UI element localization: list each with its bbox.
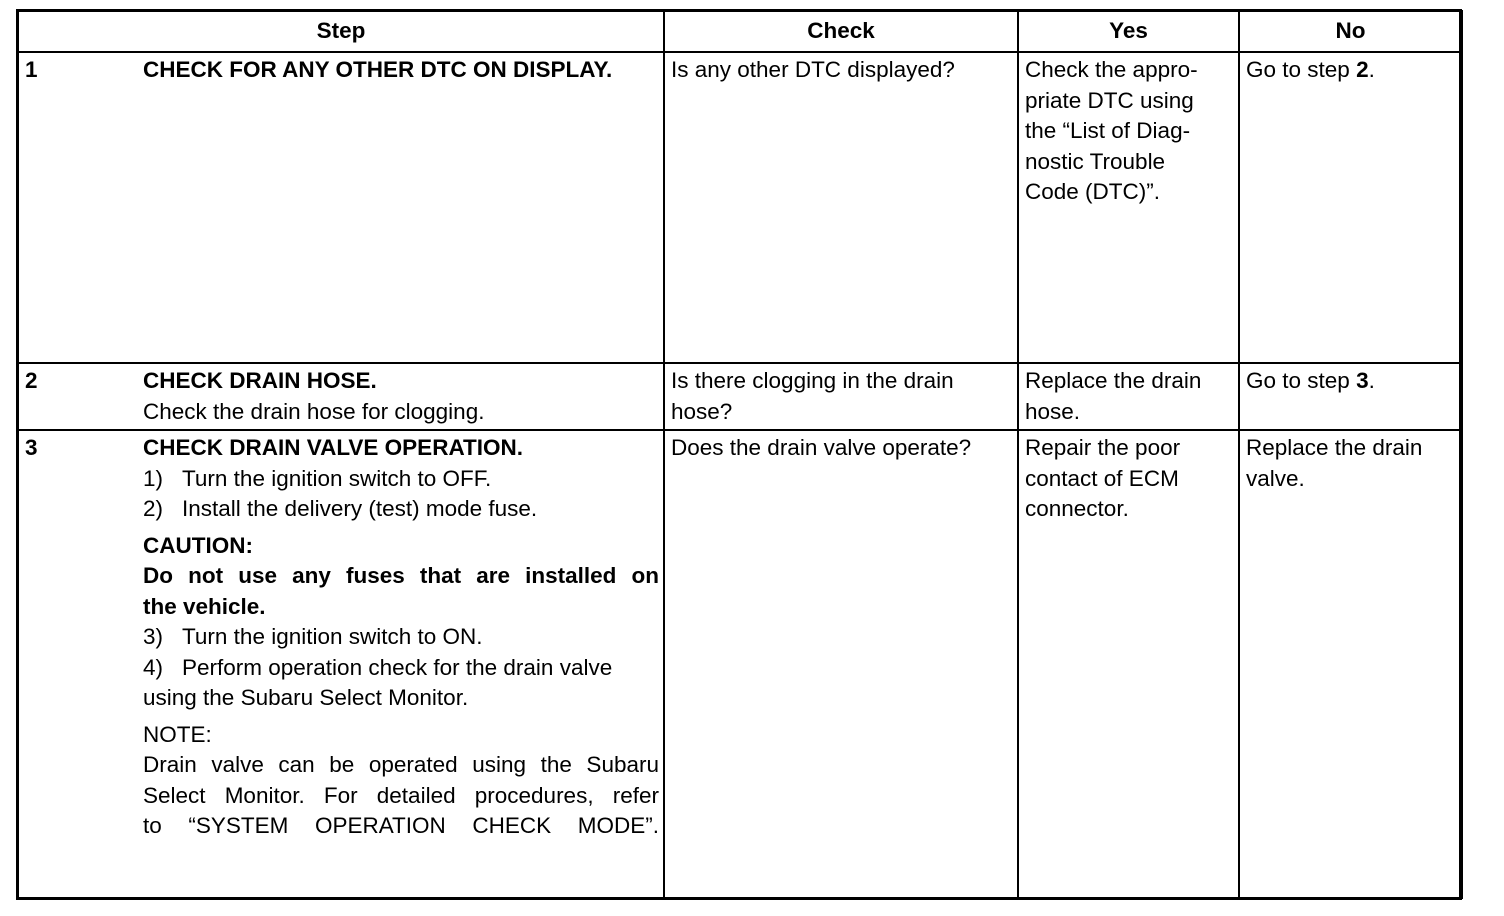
no-step-link[interactable]: 2 <box>1356 57 1369 82</box>
yes-line: connector. <box>1025 496 1129 521</box>
header-no: No <box>1239 11 1462 52</box>
yes-line: hose. <box>1025 398 1081 424</box>
check-cell <box>664 363 1018 430</box>
yes-line: Check the appro- <box>1025 57 1198 82</box>
procedure-item <box>143 464 659 495</box>
header-step: Step <box>18 11 664 52</box>
procedure-item-text: Turn the ignition switch to ON. <box>182 624 483 649</box>
yes-line: the “List of Diag- <box>1025 118 1191 143</box>
procedure-item-text: Perform operation check for the drain valve <box>182 654 613 680</box>
no-cell <box>1239 52 1462 363</box>
procedure-item-number: 3) <box>143 624 164 649</box>
yes-line: Repair the poor <box>1025 435 1181 460</box>
step-number: 2 <box>25 368 38 393</box>
yes-line: nostic Trouble <box>1025 148 1166 174</box>
caution-line: the vehicle. <box>143 593 266 619</box>
no-text: Go to step <box>1246 57 1357 82</box>
header-row <box>18 11 1462 52</box>
procedure-item <box>143 653 659 684</box>
yes-line: contact of ECM <box>1025 465 1179 491</box>
check-text: Is any other DTC displayed? <box>671 57 955 82</box>
yes-line: Replace the drain <box>1025 368 1202 393</box>
note-line: to “SYSTEM OPERATION CHECK MODE”. <box>143 813 659 838</box>
procedure-item <box>143 622 659 653</box>
note-label: NOTE: <box>143 721 212 747</box>
procedure-item-continuation: using the Subaru Select Monitor. <box>143 685 469 710</box>
header-yes: Yes <box>1018 11 1239 52</box>
yes-cell <box>1018 430 1239 898</box>
caution-text <box>143 561 659 622</box>
no-suffix: . <box>1368 57 1375 82</box>
yes-cell <box>1018 52 1239 363</box>
diagnostic-table <box>17 10 1463 899</box>
check-line: hose? <box>671 398 733 424</box>
yes-line: priate DTC using <box>1025 87 1194 113</box>
step-title: CHECK DRAIN VALVE OPERATION. <box>143 435 524 460</box>
step-cell <box>18 430 664 898</box>
no-text: Go to step <box>1246 368 1357 393</box>
no-cell <box>1239 430 1462 898</box>
check-cell <box>664 52 1018 363</box>
check-cell <box>664 430 1018 898</box>
table-row <box>18 52 1462 363</box>
note-line: Drain valve can be operated using the Subaru <box>143 752 659 777</box>
step-number: 1 <box>25 57 38 82</box>
procedure-item-number: 1) <box>143 465 164 491</box>
yes-line: Code (DTC)”. <box>1025 179 1161 204</box>
no-line: Replace the drain <box>1246 435 1423 460</box>
table-row <box>18 363 1462 430</box>
step-cell <box>18 52 664 363</box>
step-cell <box>18 363 664 430</box>
no-step-link[interactable]: 3 <box>1356 368 1369 393</box>
note-text <box>143 750 659 842</box>
procedure-item-text: Install the delivery (test) mode fuse. <box>182 496 538 521</box>
procedure-item-number: 4) <box>143 654 164 680</box>
no-line: valve. <box>1246 465 1305 491</box>
header-check: Check <box>664 11 1018 52</box>
check-line: Is there clogging in the drain <box>671 368 954 393</box>
caution-line: Do not use any fuses that are installed on <box>143 563 659 588</box>
note-line: Select Monitor. For detailed procedures, refer <box>143 782 659 808</box>
step-number: 3 <box>25 435 38 460</box>
step-title: CHECK FOR ANY OTHER DTC ON DISPLAY. <box>143 57 613 82</box>
check-text: Does the drain valve operate? <box>671 435 972 460</box>
yes-cell <box>1018 363 1239 430</box>
no-cell <box>1239 363 1462 430</box>
procedure-item-text: Turn the ignition switch to OFF. <box>182 465 492 491</box>
table-row <box>18 430 1462 898</box>
procedure-item-number: 2) <box>143 496 164 521</box>
procedure-item <box>143 494 659 525</box>
step-title: CHECK DRAIN HOSE. <box>143 368 377 393</box>
step-description: Check the drain hose for clogging. <box>143 398 485 424</box>
caution-label: CAUTION: <box>143 532 253 558</box>
no-suffix: . <box>1368 368 1375 393</box>
